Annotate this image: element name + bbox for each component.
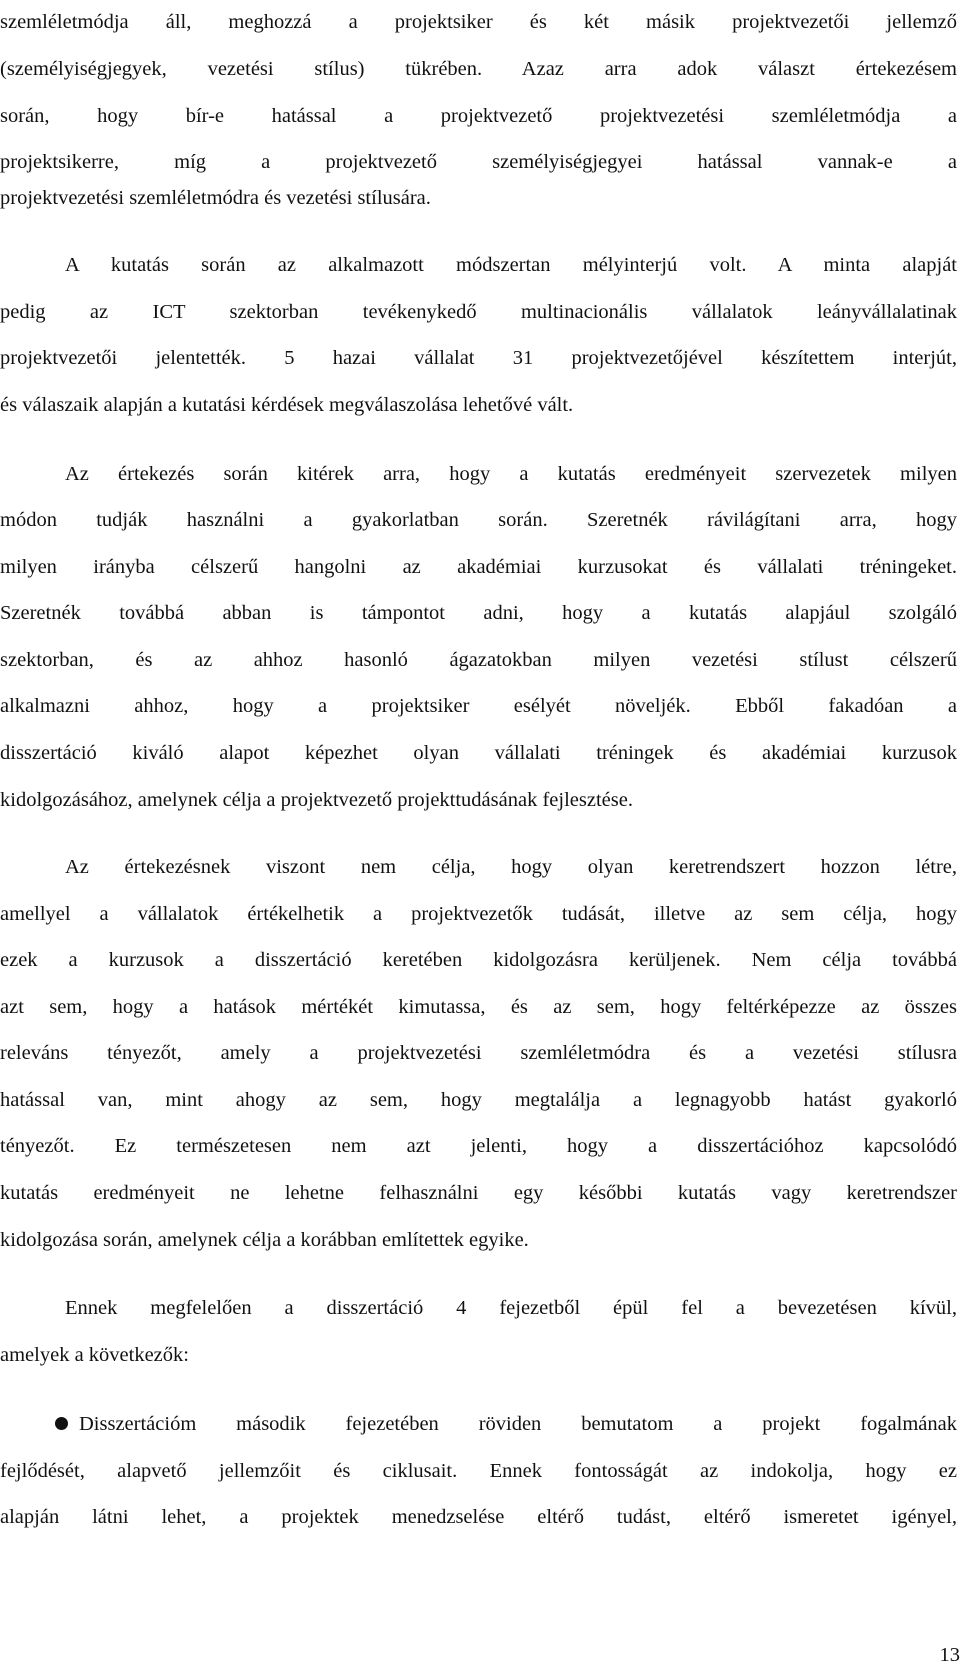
body-text-line: Szeretnék továbbá abban is támpontot adni, hogy a kutatás alapjául szolgáló: [0, 602, 957, 624]
body-text-line: Ennek megfelelően a disszertáció 4 fejezetből épül fel a bevezetésen kívül,: [65, 1297, 957, 1319]
body-text-line: kutatás eredményeit ne lehetne felhasználni egy későbbi kutatás vagy keretrendszer: [0, 1182, 957, 1204]
body-text-line: projektvezetői jelentették. 5 hazai vállalat 31 projektvezetőjével készítettem interjút,: [0, 347, 957, 369]
body-text-line: kidolgozásához, amelynek célja a projektvezető projekttudásának fejlesztése.: [0, 789, 633, 811]
body-text-line: szektorban, és az ahhoz hasonló ágazatokban milyen vezetési stílust célszerű: [0, 649, 957, 671]
body-text-line: kidolgozása során, amelynek célja a korábban említettek egyike.: [0, 1229, 529, 1251]
body-text-line: pedig az ICT szektorban tevékenykedő multinacionális vállalatok leányvállalatinak: [0, 301, 957, 323]
body-text-line: Az értekezésnek viszont nem célja, hogy olyan keretrendszert hozzon létre,: [65, 856, 957, 878]
body-text-line: módon tudják használni a gyakorlatban során. Szeretnék rávilágítani arra, hogy: [0, 509, 957, 531]
body-text-line: Az értekezés során kitérek arra, hogy a kutatás eredményeit szervezetek milyen: [65, 463, 957, 485]
body-text-line: releváns tényezőt, amely a projektvezetési szemléletmódra és a vezetési stílusra: [0, 1042, 957, 1064]
body-text-line: amelyek a következők:: [0, 1344, 189, 1366]
body-text-line: amellyel a vállalatok értékelhetik a projektvezetők tudását, illetve az sem célja, hogy: [0, 903, 957, 925]
body-text-line: alkalmazni ahhoz, hogy a projektsiker esélyét növeljék. Ebből fakadóan a: [0, 695, 957, 717]
body-text-line: szemléletmódja áll, meghozzá a projektsiker és két másik projektvezetői jellemző: [0, 11, 957, 33]
body-text-line: A kutatás során az alkalmazott módszertan mélyinterjú volt. A minta alapját: [65, 254, 957, 276]
body-text-line: alapján látni lehet, a projektek menedzselése eltérő tudást, eltérő ismeretet igényel,: [0, 1506, 957, 1528]
body-text-line: során, hogy bír-e hatással a projektvezető projektvezetési szemléletmódja a: [0, 105, 957, 127]
body-text-line: azt sem, hogy a hatások mértékét kimutassa, és az sem, hogy feltérképezze az összes: [0, 996, 957, 1018]
page-number: 13: [939, 1644, 960, 1666]
body-text-line: (személyiségjegyek, vezetési stílus) tükrében. Azaz arra adok választ értekezésem: [0, 58, 957, 80]
body-text-line: milyen irányba célszerű hangolni az akadémiai kurzusokat és vállalati tréningeket.: [0, 556, 957, 578]
body-text-line: projektvezetési szemléletmódra és vezetési stílusára.: [0, 187, 431, 209]
body-text-line: projektsikerre, míg a projektvezető személyiségjegyei hatással vannak-e a: [0, 151, 957, 173]
bullet-icon: [55, 1417, 68, 1430]
body-text-line: hatással van, mint ahogy az sem, hogy megtalálja a legnagyobb hatást gyakorló: [0, 1089, 957, 1111]
body-text-line: tényezőt. Ez természetesen nem azt jelenti, hogy a disszertációhoz kapcsolódó: [0, 1135, 957, 1157]
body-text-line: fejlődését, alapvető jellemzőit és ciklusait. Ennek fontosságát az indokolja, hogy ez: [0, 1460, 957, 1482]
body-text-line: ezek a kurzusok a disszertáció keretében kidolgozásra kerüljenek. Nem célja továbbá: [0, 949, 957, 971]
body-text-line: disszertáció kiváló alapot képezhet olyan vállalati tréningek és akadémiai kurzusok: [0, 742, 957, 764]
body-text-line: és válaszaik alapján a kutatási kérdések megválaszolása lehetővé vált.: [0, 394, 574, 416]
bullet-item-text: Disszertációm második fejezetében röviden bemutatom a projekt fogalmának: [79, 1413, 957, 1435]
